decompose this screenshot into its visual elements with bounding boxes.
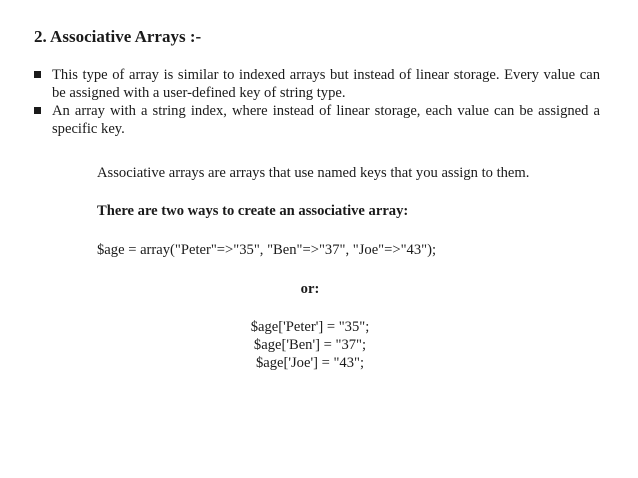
bullet-text: This type of array is similar to indexed arrays but instead of linear storage. Every value can be assigned with a user-defined key of string type. (52, 67, 600, 101)
example-assignment-line: $age['Ben'] = "37"; (253, 337, 367, 353)
slide-heading: 2. Associative Arrays :- (34, 27, 202, 46)
ways-heading: There are two ways to create an associative array: (97, 203, 409, 219)
definition-text: Associative arrays are arrays that use named keys that you assign to them. (97, 165, 530, 181)
bullet-text: An array with a string index, where instead of linear storage, each value can be assigned a specific key. (52, 103, 600, 137)
square-bullet-icon (34, 71, 41, 78)
bullet-item (34, 66, 600, 102)
example-assignment-line: $age['Joe'] = "43"; (255, 355, 365, 371)
square-bullet-icon (34, 107, 41, 114)
bullet-list (34, 66, 600, 138)
bullet-item (34, 102, 600, 138)
example-array-syntax: $age = array("Peter"=>"35", "Ben"=>"37", "Joe"=>"43"); (97, 242, 437, 258)
example-assignment-line: $age['Peter'] = "35"; (250, 319, 370, 335)
or-label: or: (300, 281, 320, 297)
